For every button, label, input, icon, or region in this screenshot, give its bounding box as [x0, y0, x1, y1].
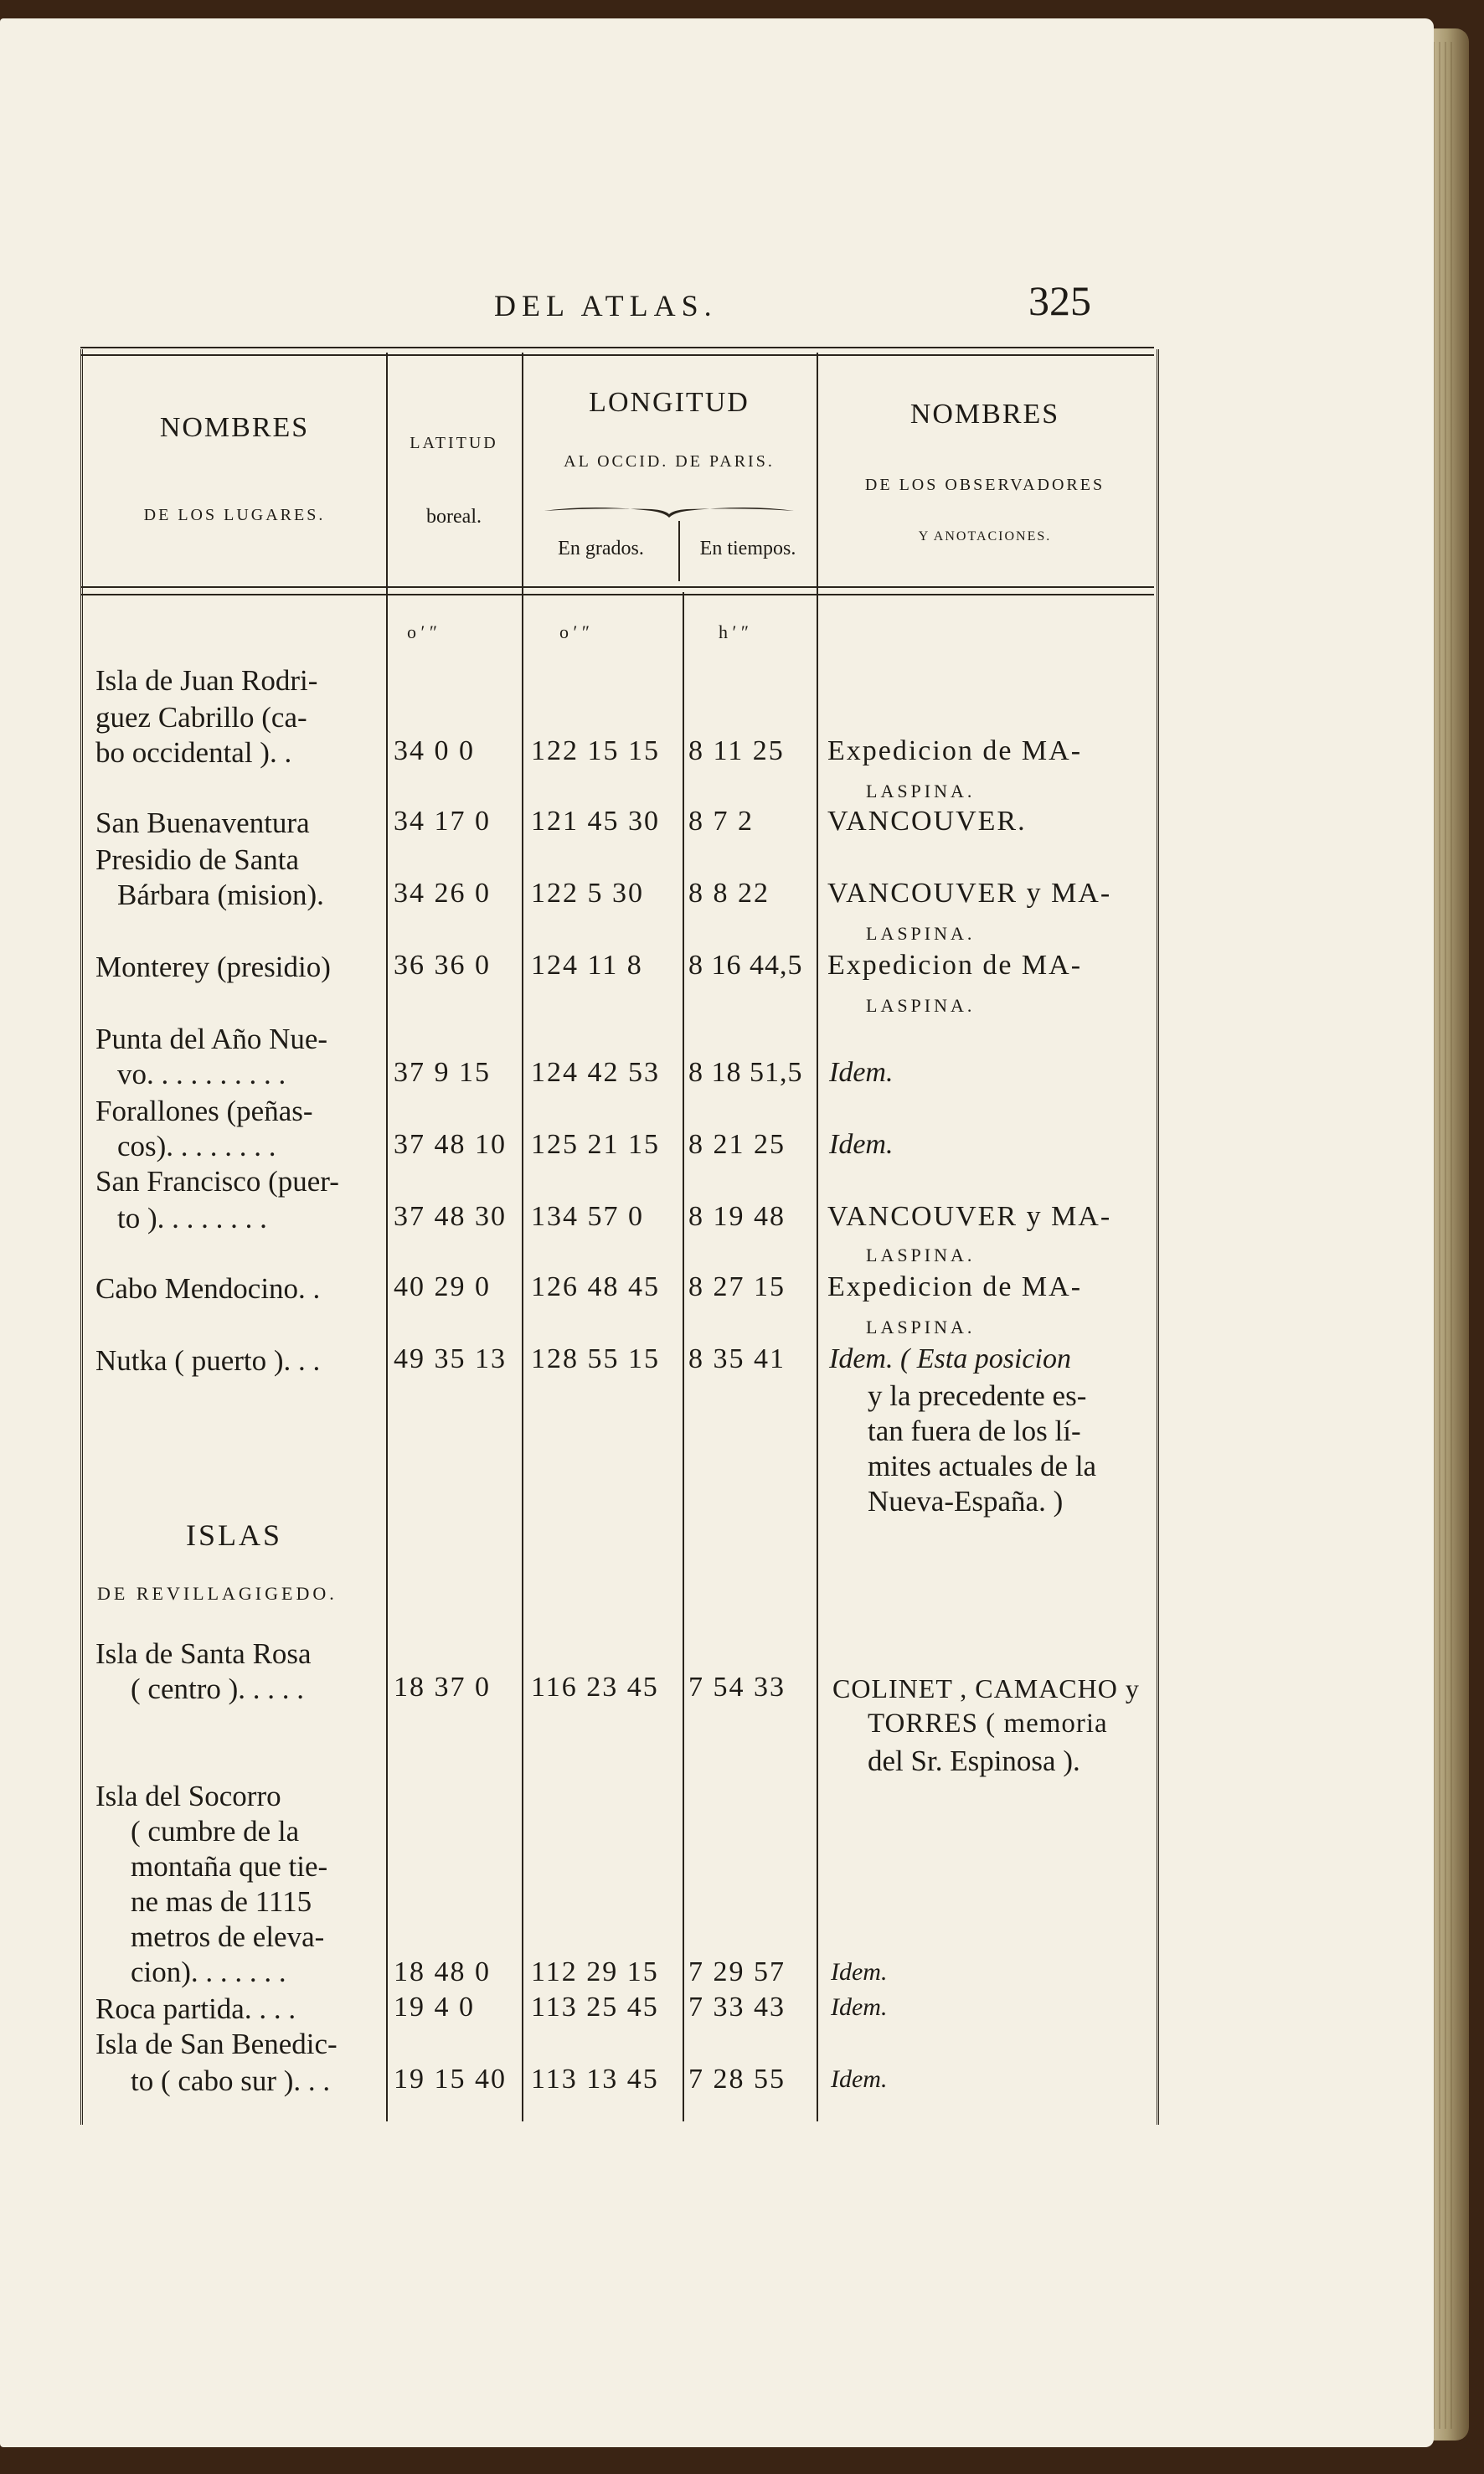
place-name-line: vo. . . . . . . . . . — [117, 1058, 286, 1090]
place-name-line: cion). . . . . . . — [131, 1956, 286, 1988]
place-name-line: Punta del Año Nue- — [95, 1023, 328, 1055]
running-title: DEL ATLAS. — [494, 289, 718, 322]
place-name-line: ( centro ). . . . . — [131, 1673, 305, 1705]
place-name-line: bo occidental ). . — [95, 736, 292, 769]
place-name-line: montaña que tie- — [131, 1850, 328, 1883]
observer-text: Idem. ( Esta posicion — [829, 1343, 1071, 1374]
observer-text: TORRES ( memoria — [868, 1709, 1108, 1739]
longitude-time-value: 7 54 33 — [688, 1672, 786, 1703]
place-name-line: Forallones (peñas- — [95, 1095, 313, 1127]
latitude-value: 19 4 0 — [394, 1992, 475, 2023]
observer-text: Idem. — [831, 2065, 888, 2093]
observer-text: del Sr. Espinosa ). — [868, 1745, 1080, 1777]
observer-text: tan fuera de los lí- — [868, 1415, 1081, 1447]
longitude-degrees-value: 122 15 15 — [531, 735, 660, 766]
observer-text: Idem. — [829, 1057, 894, 1088]
place-name-line: ne mas de 1115 — [131, 1885, 312, 1918]
longitude-time-value: 8 19 48 — [688, 1201, 786, 1232]
latitude-value: 37 48 10 — [394, 1129, 507, 1160]
longitude-degrees-value: 134 57 0 — [531, 1201, 644, 1232]
header-observers-notes: Y ANOTACIONES. — [918, 529, 1052, 544]
longitude-time-value: 7 33 43 — [688, 1992, 786, 2023]
longitude-time-value: 8 27 15 — [688, 1271, 786, 1302]
header-longitude-title: LONGITUD — [589, 387, 750, 418]
place-name-line: Isla de Juan Rodri- — [95, 664, 318, 697]
longitude-degrees-value: 113 13 45 — [531, 2064, 659, 2095]
longitude-time-value: 8 21 25 — [688, 1129, 786, 1160]
observer-text: Idem. — [831, 1993, 888, 2021]
place-name-line: Monterey (presidio) — [95, 951, 331, 983]
longitude-degrees-value: 125 21 15 — [531, 1129, 660, 1160]
observer-text: VANCOUVER y MA- — [827, 878, 1112, 909]
place-name-line: San Francisco (puer- — [95, 1165, 339, 1198]
observer-text: Nueva-España. ) — [868, 1485, 1064, 1518]
latitude-value: 18 37 0 — [394, 1672, 491, 1703]
longitude-time-value: 8 18 51,5 — [688, 1057, 803, 1088]
place-name-line: ( cumbre de la — [131, 1815, 300, 1848]
header-place-title: NOMBRES — [159, 412, 310, 443]
longitude-time-value: 8 7 2 — [688, 806, 754, 837]
place-name-line: to ). . . . . . . . — [117, 1202, 267, 1234]
longitude-time-value: 8 8 22 — [688, 878, 770, 909]
latitude-value: 34 26 0 — [394, 878, 491, 909]
longitude-degrees-value: 122 5 30 — [531, 878, 644, 909]
longitude-degrees-value: 128 55 15 — [531, 1343, 660, 1374]
place-name-line: Isla del Socorro — [95, 1780, 281, 1812]
header-observers-title: NOMBRES — [909, 399, 1060, 430]
observer-text: Expedicion de MA- — [827, 950, 1083, 981]
longitude-time-value: 8 16 44,5 — [688, 950, 803, 981]
latitude-value: 40 29 0 — [394, 1271, 491, 1302]
longitude-time-value: 8 11 25 — [688, 735, 785, 766]
observer-text: LASPINA. — [866, 1245, 976, 1265]
observer-text: LASPINA. — [866, 781, 976, 801]
place-name-line: San Buenaventura — [95, 807, 310, 839]
longitude-degrees-value: 124 11 8 — [531, 950, 643, 981]
latitude-value: 19 15 40 — [394, 2064, 507, 2095]
latitude-value: 36 36 0 — [394, 950, 491, 981]
longitude-degrees-value: 113 25 45 — [531, 1992, 659, 2023]
observer-text: VANCOUVER. — [827, 806, 1027, 837]
place-name-line: to ( cabo sur ). . . — [131, 2064, 331, 2097]
place-name-line: Cabo Mendocino. . — [95, 1272, 321, 1305]
observer-text: Expedicion de MA- — [827, 1271, 1083, 1302]
longitude-time-value: 8 35 41 — [688, 1343, 786, 1374]
longitude-time-value: 7 29 57 — [688, 1956, 786, 1987]
place-name-line: Roca partida. . . . — [95, 1992, 296, 2025]
observer-text: Expedicion de MA- — [827, 735, 1083, 766]
page-number: 325 — [1028, 277, 1091, 324]
running-head — [84, 276, 1147, 327]
header-observers-subtitle: DE LOS OBSERVADORES — [864, 476, 1105, 494]
longitude-degrees-value: 121 45 30 — [531, 806, 660, 837]
degrees-units: o ′ ″ — [559, 621, 590, 642]
header-longitude-time: En tiempos. — [699, 538, 796, 559]
longitude-degrees-value: 116 23 45 — [531, 1672, 659, 1703]
header-latitude-title: LATITUD — [410, 434, 498, 452]
column-divider-4 — [817, 353, 818, 2121]
header-longitude-subtitle: AL OCCID. DE PARIS. — [564, 452, 775, 471]
observer-text: COLINET , CAMACHO y — [832, 1673, 1140, 1703]
observer-text: LASPINA. — [866, 923, 976, 944]
place-name-line: cos). . . . . . . . — [117, 1130, 276, 1162]
longitude-degrees-value: 126 48 45 — [531, 1271, 660, 1302]
longitude-degrees-value: 112 29 15 — [531, 1956, 659, 1987]
latitude-units: o ′ ″ — [407, 621, 437, 642]
observer-text: LASPINA. — [866, 1317, 976, 1338]
column-divider-3 — [683, 592, 684, 2121]
place-name-line: Nutka ( puerto ). . . — [95, 1344, 321, 1377]
section-title: ISLAS — [186, 1518, 283, 1552]
observer-text: LASPINA. — [866, 995, 976, 1016]
time-units: h ′ ″ — [719, 621, 749, 642]
latitude-value: 37 48 30 — [394, 1201, 507, 1232]
place-name-line: guez Cabrillo (ca- — [95, 701, 307, 734]
section-subtitle: DE REVILLAGIGEDO. — [97, 1583, 338, 1604]
latitude-value: 49 35 13 — [394, 1343, 507, 1374]
latitude-value: 34 17 0 — [394, 806, 491, 837]
place-name-line: Bárbara (mision). — [117, 879, 324, 911]
observer-text: Idem. — [831, 1958, 888, 1986]
latitude-value: 34 0 0 — [394, 735, 475, 766]
observer-text: y la precedente es- — [868, 1379, 1087, 1412]
longitude-time-value: 7 28 55 — [688, 2064, 786, 2095]
longitude-degrees-value: 124 42 53 — [531, 1057, 660, 1088]
observer-text: Idem. — [829, 1129, 894, 1160]
column-divider-2 — [522, 353, 523, 2121]
place-name-line: Isla de Santa Rosa — [95, 1637, 312, 1670]
table-header-rule — [80, 586, 1154, 595]
observer-text: VANCOUVER y MA- — [827, 1201, 1112, 1232]
header-longitude-degrees: En grados. — [558, 538, 644, 559]
longitude-brace — [543, 499, 796, 519]
observer-text: mites actuales de la — [868, 1450, 1097, 1482]
header-place-subtitle: DE LOS LUGARES. — [143, 506, 326, 524]
place-name-line: Isla de San Benedic- — [95, 2028, 338, 2060]
header-latitude-subtitle: boreal. — [426, 506, 482, 528]
column-divider-1 — [386, 353, 388, 2121]
place-name-line: Presidio de Santa — [95, 843, 300, 876]
latitude-value: 18 48 0 — [394, 1956, 491, 1987]
latitude-value: 37 9 15 — [394, 1057, 491, 1088]
place-name-line: metros de eleva- — [131, 1920, 325, 1953]
